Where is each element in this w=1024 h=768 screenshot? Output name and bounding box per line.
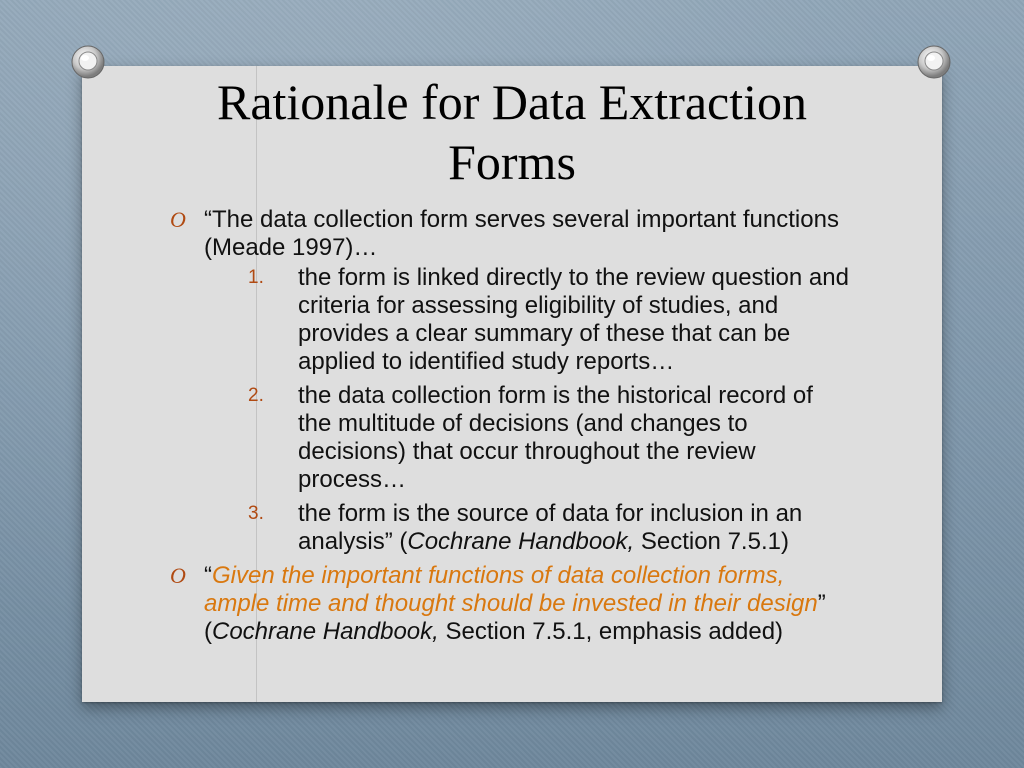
- bullet-text: “The data collection form serves several important functions (Meade 1997)…: [204, 206, 839, 261]
- item-number: 2.: [248, 385, 264, 406]
- title-line-2: Forms: [448, 134, 576, 190]
- open-quote: “: [204, 562, 212, 589]
- item-text-after: Section 7.5.1): [634, 528, 789, 555]
- item-text: the form is linked directly to the review question and criteria for assessing eligibility of studies, and provides a clear summary of these that can be applied to identified study reports…: [298, 264, 849, 375]
- source-title: Cochrane Handbook,: [407, 528, 635, 555]
- item-text-before: the form is the source of data for inclusion in an analysis” (: [298, 500, 803, 555]
- item-text: the data collection form is the historical record of the multitude of decisions (and changes to decisions) that occur throughout the review process…: [298, 382, 813, 493]
- numbered-item-3: [204, 500, 850, 556]
- bullet-item-2: [170, 562, 850, 646]
- bullet-marker: O: [170, 207, 186, 232]
- title-line-1: Rationale for Data Extraction: [216, 74, 808, 130]
- item-number: 1.: [248, 267, 264, 288]
- source-title: Cochrane Handbook,: [212, 618, 439, 645]
- item-number: 3.: [248, 503, 264, 524]
- numbered-item-1: [204, 264, 850, 376]
- bullet-marker: O: [170, 563, 186, 588]
- numbered-item-2: [204, 382, 850, 494]
- bullet-item-1: [170, 206, 850, 556]
- citation-text: Section 7.5.1, emphasis added): [438, 618, 784, 645]
- slide-title: [82, 72, 942, 192]
- slide-body: [170, 206, 850, 646]
- emphasized-quote: Given the important functions of data collection forms, ample time and thought should be invested in their design: [204, 562, 818, 617]
- numbered-list: [204, 264, 850, 556]
- close-quote: ” (: [204, 590, 826, 645]
